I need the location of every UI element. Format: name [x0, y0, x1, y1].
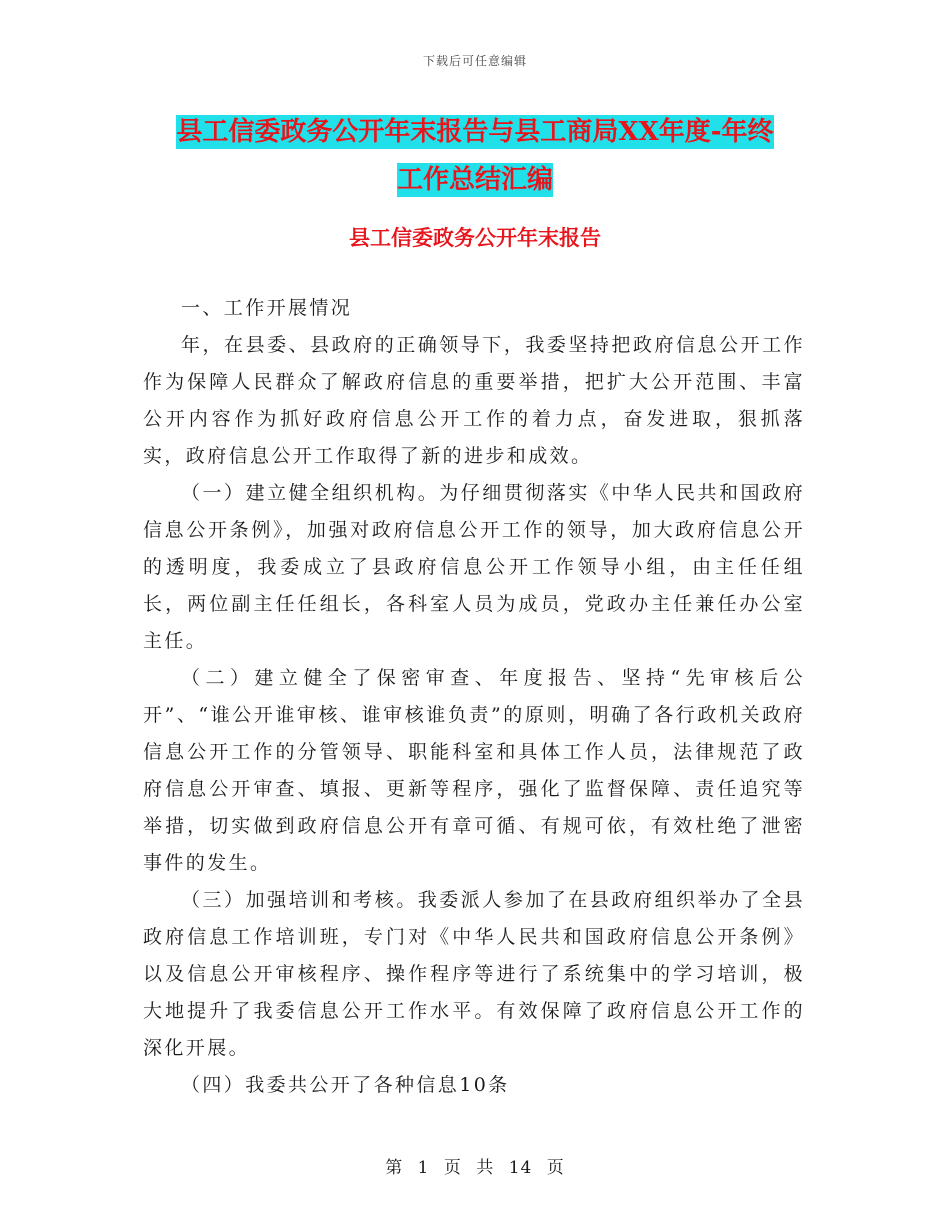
paragraph-organization: （一）建立健全组织机构。为仔细贯彻落实《中华人民共和国政府信息公开条例》，加强对政府信息公开工作的领导，加大政府信息公开的透明度，我委成立了县政府信息公开工作领导小组，由主任任组长，两位副主任任组长，各科室人员为成员，党政办主任兼任办公室主任。	[143, 482, 805, 652]
paragraph-review-system: （二）建立健全了保密审查、年度报告、坚持“先审核后公开”、“谁公开谁审核、谁审核谁负责”的原则，明确了各行政机关政府信息公开工作的分管领导、职能科室和具体工作人员，法律规范了政府信息公开审查、填报、更新等程序，强化了监督保障、责任追究等举措，切实做到政府信息公开有章可循、有规可依，有效杜绝了泄密事件的发生。	[143, 667, 805, 874]
heading-work-status: 一、工作开展情况	[181, 297, 353, 319]
document-body	[143, 290, 805, 1104]
document-title-line2: 工作总结汇编	[396, 165, 553, 195]
footer-label-page: 第	[385, 1158, 404, 1178]
footer-label-total: 共	[476, 1158, 495, 1178]
section-title: 县工信委政务公开年末报告	[349, 225, 601, 250]
paragraph-published-count: （四）我委共公开了各种信息10条	[181, 1074, 510, 1096]
footer-current-page: 1	[417, 1158, 430, 1178]
paragraph-intro: 年，在县委、县政府的正确领导下，我委坚持把政府信息公开工作作为保障人民群众了解政府信息的重要举措，把扩大公开范围、丰富公开内容作为抓好政府信息公开工作的着力点，奋发进取，狠抓落实，政府信息公开工作取得了新的进步和成效。	[143, 334, 805, 467]
footer-label-total-unit: 页	[546, 1158, 565, 1178]
paragraph-training: （三）加强培训和考核。我委派人参加了在县政府组织举办了全县政府信息工作培训班，专门对《中华人民共和国政府信息公开条例》以及信息公开审核程序、操作程序等进行了系统集中的学习培训，极大地提升了我委信息公开工作水平。有效保障了政府信息公开工作的深化开展。	[143, 889, 805, 1059]
document-title	[0, 108, 950, 204]
document-title-line1: 县工信委政务公开年末报告与县工商局XX年度-年终	[176, 117, 774, 147]
header-note: 下载后可任意编辑	[422, 54, 527, 68]
footer-total-pages: 14	[508, 1158, 533, 1178]
footer-label-page-unit: 页	[443, 1158, 462, 1178]
page-footer	[0, 1153, 950, 1178]
